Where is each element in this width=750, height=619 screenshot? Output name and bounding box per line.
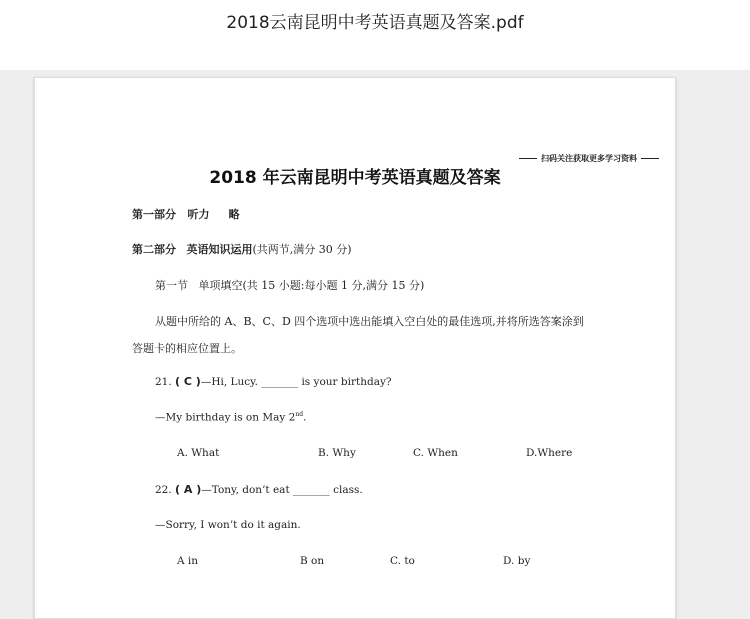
section1-name: 单项填空	[198, 279, 243, 292]
question-answer: ( C )	[175, 375, 201, 388]
part1-label: 第一部分	[132, 208, 176, 221]
question-prompt: —Hi, Lucy. _______ is your birthday?	[200, 376, 392, 388]
option-a: A in	[177, 555, 199, 567]
part1-value: 略	[228, 208, 240, 221]
part2-heading	[132, 241, 352, 257]
part1-heading	[132, 206, 240, 222]
instruction-line-1: 从题中所给的 A、B、C、D 四个选项中选出能填入空白处的最佳选项,并将所选答案涂到	[155, 315, 584, 328]
reply-end: .	[303, 411, 307, 424]
question-22-reply: —Sorry, I won’t do it again.	[155, 519, 301, 531]
part2-name: 英语知识运用	[186, 243, 253, 256]
note-dash-left	[519, 158, 537, 159]
part2-desc: (共两节,满分 30 分)	[252, 243, 352, 256]
note-text: 扫码关注获取更多学习资料	[541, 154, 637, 163]
question-number: 21.	[155, 376, 172, 388]
section1-heading	[155, 277, 424, 293]
section1-label: 第一节	[155, 279, 188, 292]
question-21-reply	[155, 411, 306, 424]
question-21	[155, 375, 392, 388]
title-bar	[0, 0, 750, 70]
note-dash-right	[641, 158, 659, 159]
reply-text: —My birthday is on May 2	[155, 411, 296, 424]
window-title: 2018云南昆明中考英语真题及答案.pdf	[226, 13, 524, 33]
instruction-line-2: 答题卡的相应位置上。	[132, 342, 242, 355]
option-c: C. to	[390, 555, 415, 567]
part2-label: 第二部分	[132, 243, 176, 256]
part1-name: 听力	[187, 208, 210, 221]
document-title: 2018 年云南昆明中考英语真题及答案	[209, 168, 501, 188]
pdf-page	[34, 77, 676, 619]
option-c: C. When	[413, 447, 458, 459]
option-b: B. Why	[318, 447, 356, 459]
question-prompt: —Tony, don’t eat _______ class.	[201, 484, 363, 496]
option-b: B on	[300, 555, 325, 567]
question-22	[155, 483, 363, 496]
reply-superscript: nd	[295, 411, 304, 418]
section1-desc: (共 15 小题:每小题 1 分,满分 15 分)	[242, 279, 425, 292]
option-d: D.Where	[526, 447, 573, 459]
option-a: A. What	[177, 447, 220, 459]
option-d: D. by	[503, 555, 531, 567]
question-number: 22.	[155, 484, 172, 496]
question-answer: ( A )	[175, 483, 202, 496]
